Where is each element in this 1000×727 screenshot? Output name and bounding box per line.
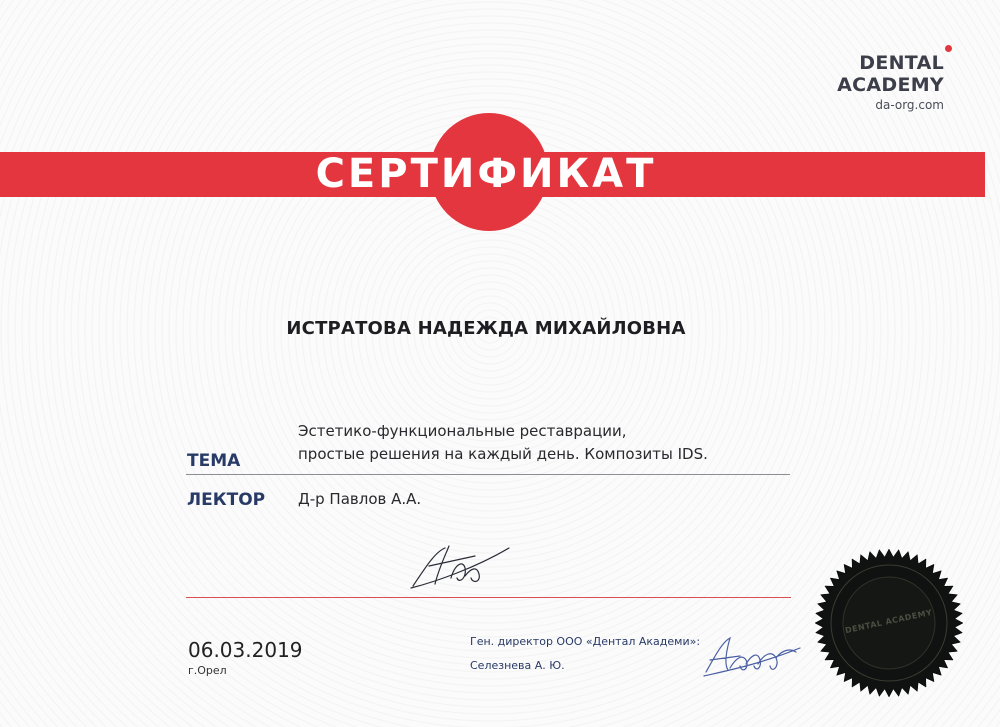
certificate-city: г.Орел <box>188 664 227 677</box>
gold-seal <box>814 548 964 698</box>
topic-line-2: простые решения на каждый день. Композиты IDS. <box>298 445 708 463</box>
certificate-title: СЕРТИФИКАТ <box>315 151 657 197</box>
lecturer-name: Д-р Павлов А.А. <box>298 490 422 508</box>
topic-line-1: Эстетико-функциональные реставрации, <box>298 422 627 440</box>
certificate-date: 06.03.2019 <box>188 638 303 662</box>
logo-url: da-org.com <box>875 98 944 112</box>
director-name: Селезнева А. Ю. <box>470 659 565 672</box>
lecturer-signature <box>405 538 515 596</box>
director-signature <box>700 628 805 686</box>
topic-divider <box>186 474 790 475</box>
logo-dot <box>945 45 952 52</box>
logo-line-1: DENTAL <box>859 52 944 74</box>
dental-academy-logo <box>837 52 944 112</box>
seal-text: DENTAL ACADEMY <box>844 607 934 636</box>
lecturer-label: ЛЕКТОР <box>187 490 266 510</box>
topic-label: ТЕМА <box>187 451 241 471</box>
recipient-name: ИСТРАТОВА НАДЕЖДА МИХАЙЛОВНА <box>286 318 686 339</box>
logo-line-2: ACADEMY <box>837 74 944 96</box>
footer-divider <box>186 597 791 598</box>
director-title: Ген. директор ООО «Дентал Академи»: <box>470 635 701 648</box>
